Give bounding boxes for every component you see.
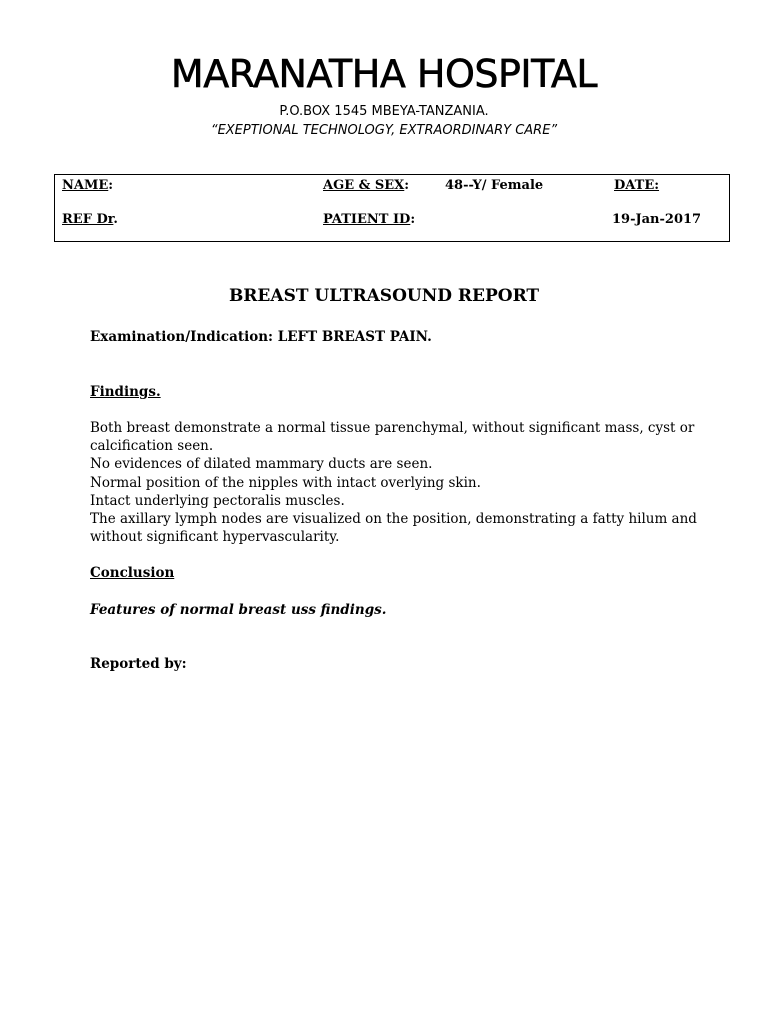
- age-sex-value: 48--Y/ Female: [445, 178, 544, 193]
- findings-line: No evidences of dilated mammary ducts are seen.: [90, 456, 433, 473]
- patient-info-box: [54, 174, 730, 242]
- name-label: NAME: [62, 178, 109, 193]
- report-title: BREAST ULTRASOUND REPORT: [228, 286, 540, 306]
- age-sex-label: AGE & SEX: [323, 178, 405, 193]
- findings-line: Both breast demonstrate a normal tissue parenchymal, without significant mass, cyst or: [90, 420, 695, 436]
- name-field: [62, 178, 113, 193]
- conclusion-heading: Conclusion: [90, 565, 175, 581]
- indication: Examination/Indication: LEFT BREAST PAIN.: [90, 329, 432, 345]
- findings-heading: Findings.: [90, 384, 161, 400]
- findings-body: [90, 419, 697, 546]
- patient-id-colon: :: [410, 212, 416, 227]
- age-sex-field: [323, 178, 409, 193]
- ref-doctor-label: REF Dr: [62, 212, 114, 227]
- reported-by: Reported by:: [90, 656, 187, 672]
- name-colon: :: [108, 178, 114, 193]
- hospital-name: MARANATHA HOSPITAL: [170, 52, 598, 96]
- findings-line: calcification seen.: [90, 438, 214, 455]
- date-label: DATE:: [614, 178, 660, 193]
- date-value: 19-Jan-2017: [612, 212, 702, 227]
- age-sex-colon: :: [404, 178, 410, 193]
- findings-line: Normal position of the nipples with intact overlying skin.: [90, 474, 481, 491]
- hospital-motto: “EXEPTIONAL TECHNOLOGY, EXTRAORDINARY CARE”: [210, 123, 558, 138]
- findings-line: Intact underlying pectoralis muscles.: [90, 492, 345, 509]
- ref-doctor-field: [62, 212, 118, 227]
- ref-doctor-dot: .: [113, 212, 118, 227]
- findings-line: The axillary lymph nodes are visualized on the position, demonstrating a fatty hilum and: [90, 511, 697, 528]
- conclusion-text: Features of normal breast uss findings.: [90, 602, 387, 618]
- patient-id-label: PATIENT ID: [323, 212, 411, 227]
- hospital-address: P.O.BOX 1545 MBEYA-TANZANIA.: [279, 104, 489, 119]
- findings-line: without significant hypervascularity.: [90, 529, 340, 546]
- patient-id-field: [323, 212, 415, 227]
